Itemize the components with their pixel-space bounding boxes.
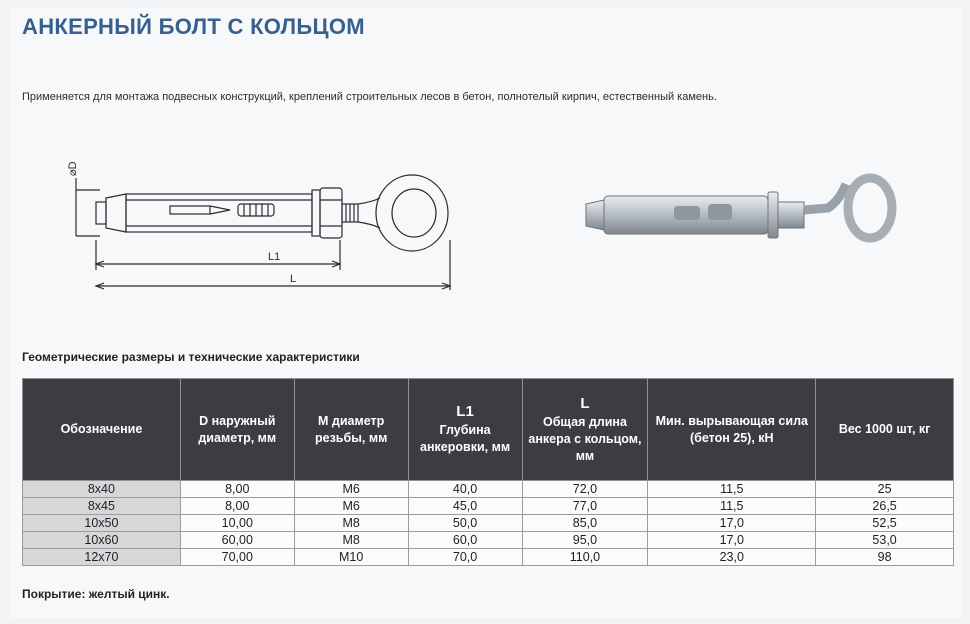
cell-total-length: 77,0: [522, 498, 648, 515]
header-thread-diameter: M диаметр резьбы, мм: [294, 379, 408, 481]
header-designation: Обозначение: [23, 379, 181, 481]
cell-thread-diameter: M6: [294, 498, 408, 515]
cell-weight: 98: [816, 549, 954, 566]
cell-designation: 10x60: [23, 532, 181, 549]
product-photo: [578, 160, 908, 280]
cell-total-length: 72,0: [522, 481, 648, 498]
cell-pullout-force: 17,0: [648, 515, 816, 532]
section-title: Геометрические размеры и технические характеристики: [22, 350, 360, 364]
table-header-row: [23, 379, 954, 481]
cell-anchor-depth: 40,0: [408, 481, 522, 498]
cell-weight: 52,5: [816, 515, 954, 532]
cell-pullout-force: 11,5: [648, 481, 816, 498]
cell-pullout-force: 11,5: [648, 498, 816, 515]
cell-weight: 53,0: [816, 532, 954, 549]
cell-total-length: 110,0: [522, 549, 648, 566]
page-title: АНКЕРНЫЙ БОЛТ С КОЛЬЦОМ: [22, 14, 365, 39]
cell-outer-diameter: 8,00: [180, 481, 294, 498]
cell-designation: 10x50: [23, 515, 181, 532]
table-row: [23, 498, 954, 515]
cell-designation: 8x40: [23, 481, 181, 498]
dim-l-label: L: [290, 273, 297, 285]
cell-thread-diameter: M6: [294, 481, 408, 498]
cell-outer-diameter: 60,00: [180, 532, 294, 549]
technical-drawing: [60, 140, 480, 300]
table-row: [23, 481, 954, 498]
header-total-length: L Общая длина анкера с кольцом, мм: [522, 379, 648, 481]
cell-anchor-depth: 50,0: [408, 515, 522, 532]
cell-pullout-force: 23,0: [648, 549, 816, 566]
table-row: [23, 515, 954, 532]
cell-weight: 25: [816, 481, 954, 498]
cell-total-length: 95,0: [522, 532, 648, 549]
header-anchor-depth: L1 Глубина анкеровки, мм: [408, 379, 522, 481]
cell-total-length: 85,0: [522, 515, 648, 532]
cell-thread-diameter: M8: [294, 515, 408, 532]
cell-pullout-force: 17,0: [648, 532, 816, 549]
dim-d-label: ⌀D: [67, 161, 79, 176]
header-outer-diameter: D наружный диаметр, мм: [180, 379, 294, 481]
specs-table: [22, 378, 954, 566]
cell-designation: 12x70: [23, 549, 181, 566]
cell-anchor-depth: 45,0: [408, 498, 522, 515]
cell-weight: 26,5: [816, 498, 954, 515]
header-pullout-force: Мин. вырывающая сила (бетон 25), кН: [648, 379, 816, 481]
cell-outer-diameter: 10,00: [180, 515, 294, 532]
dim-l1-label: L1: [268, 251, 281, 263]
header-weight: Вес 1000 шт, кг: [816, 379, 954, 481]
cell-outer-diameter: 70,00: [180, 549, 294, 566]
product-description: Применяется для монтажа подвесных конструкций, креплений строительных лесов в бетон, полнотелый кирпич, естественный камень.: [22, 91, 717, 103]
cell-outer-diameter: 8,00: [180, 498, 294, 515]
table-row: [23, 532, 954, 549]
cell-anchor-depth: 70,0: [408, 549, 522, 566]
cell-thread-diameter: M10: [294, 549, 408, 566]
cell-thread-diameter: M8: [294, 532, 408, 549]
cell-anchor-depth: 60,0: [408, 532, 522, 549]
table-row: [23, 549, 954, 566]
cell-designation: 8x45: [23, 498, 181, 515]
coating-note: Покрытие: желтый цинк.: [22, 587, 170, 601]
